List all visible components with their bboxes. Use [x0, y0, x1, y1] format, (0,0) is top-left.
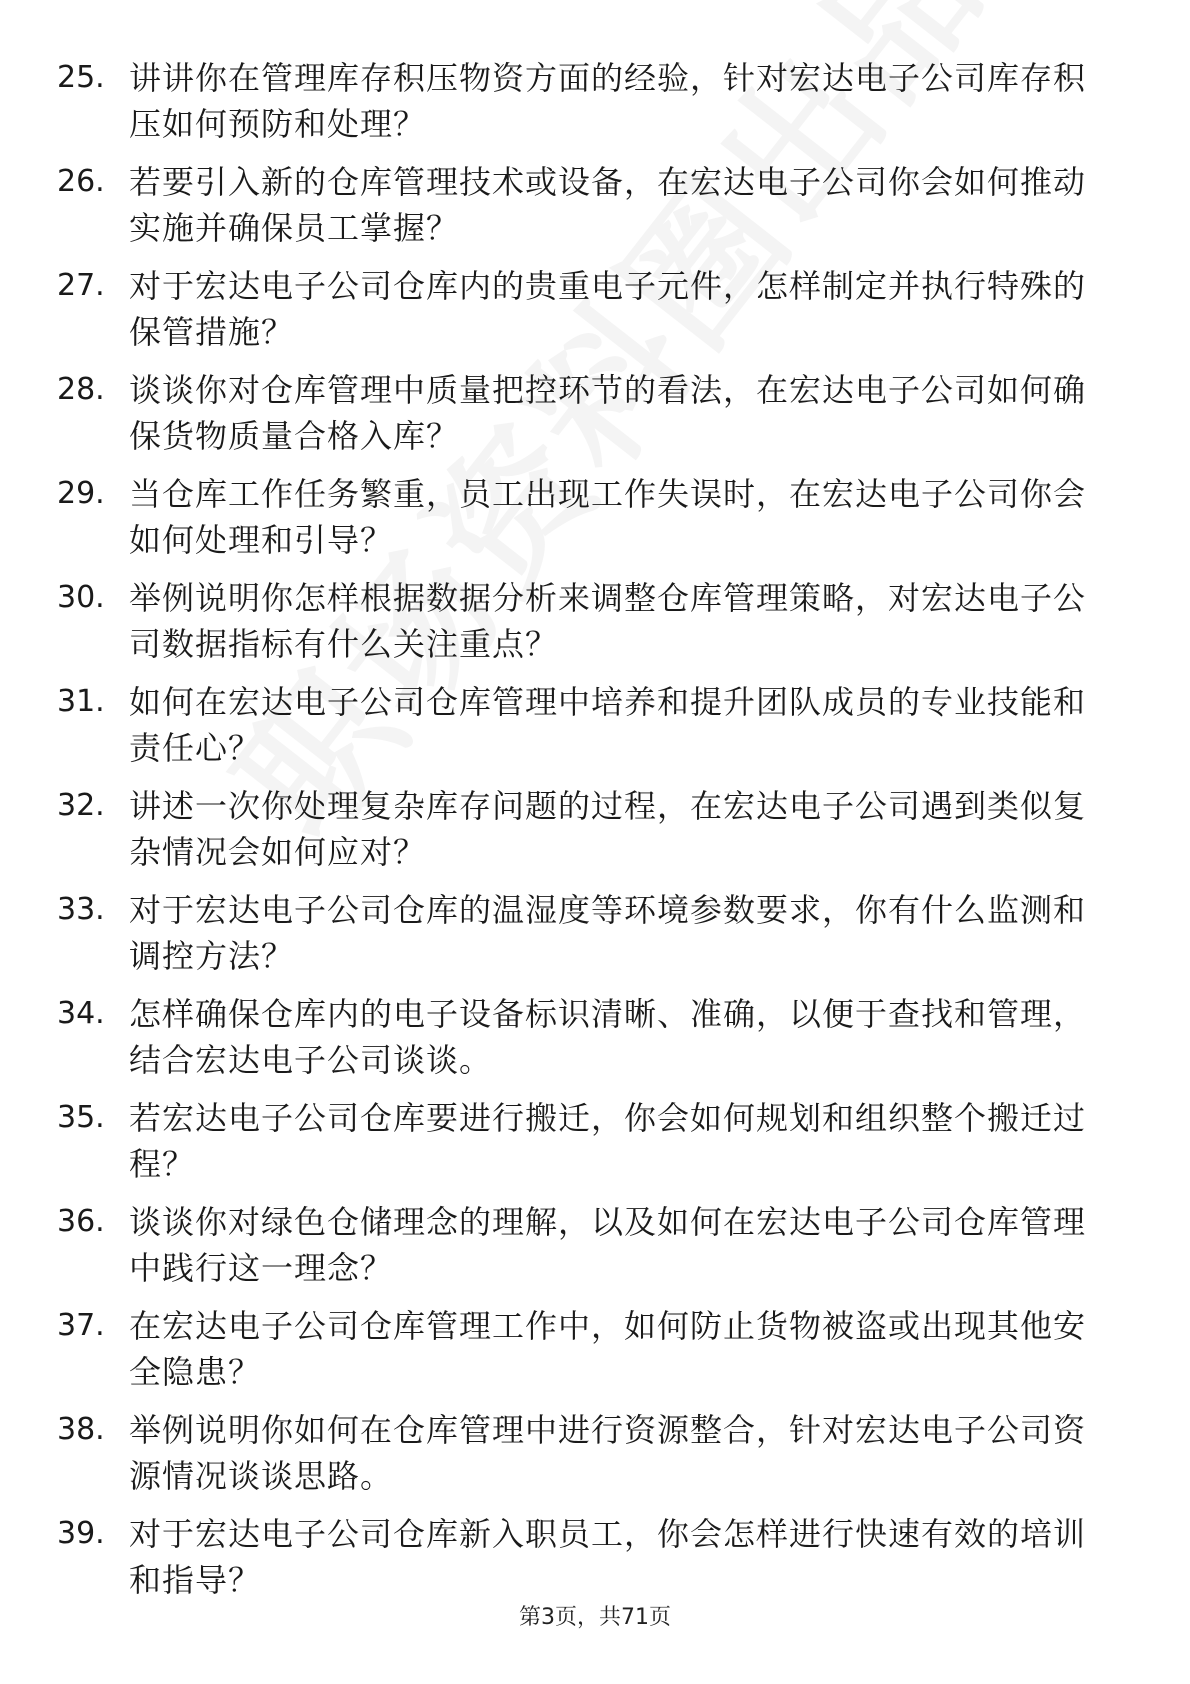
question-number: 35.	[57, 1100, 105, 1135]
question-number: 28.	[57, 372, 105, 407]
question-item	[57, 1199, 1137, 1303]
question-number: 34.	[57, 996, 105, 1031]
question-item	[57, 783, 1137, 887]
question-item	[57, 263, 1137, 367]
question-item	[57, 1095, 1137, 1199]
question-number: 37.	[57, 1308, 105, 1343]
question-number: 31.	[57, 684, 105, 719]
question-number: 38.	[57, 1412, 105, 1447]
question-text: 对于宏达电子公司仓库的温湿度等环境参数要求，你有什么监测和调控方法？	[129, 891, 1087, 975]
question-text: 若宏达电子公司仓库要进行搬迁，你会如何规划和组织整个搬迁过程？	[129, 1099, 1087, 1183]
question-item	[57, 991, 1137, 1095]
question-item	[57, 575, 1137, 679]
question-item	[57, 159, 1137, 263]
question-number: 30.	[57, 580, 105, 615]
question-text: 谈谈你对仓库管理中质量把控环节的看法，在宏达电子公司如何确保货物质量合格入库？	[129, 371, 1087, 455]
question-item	[57, 367, 1137, 471]
question-text: 在宏达电子公司仓库管理工作中，如何防止货物被盗或出现其他安全隐患？	[129, 1307, 1087, 1391]
question-number: 36.	[57, 1204, 105, 1239]
question-number: 39.	[57, 1516, 105, 1551]
question-text: 举例说明你如何在仓库管理中进行资源整合，针对宏达电子公司资源情况谈谈思路。	[129, 1411, 1087, 1495]
question-number: 32.	[57, 788, 105, 823]
question-number: 29.	[57, 476, 105, 511]
question-text: 讲讲你在管理库存积压物资方面的经验，针对宏达电子公司库存积压如何预防和处理？	[129, 59, 1087, 143]
question-text: 当仓库工作任务繁重，员工出现工作失误时，在宏达电子公司你会如何处理和引导？	[129, 475, 1087, 559]
question-item	[57, 1303, 1137, 1407]
page-number: 第3页，共71页	[519, 1605, 671, 1630]
question-text: 如何在宏达电子公司仓库管理中培养和提升团队成员的专业技能和责任心？	[129, 683, 1087, 767]
question-list	[57, 55, 1137, 1615]
question-text: 举例说明你怎样根据数据分析来调整仓库管理策略，对宏达电子公司数据指标有什么关注重点？	[129, 579, 1087, 663]
question-item	[57, 1407, 1137, 1511]
question-number: 33.	[57, 892, 105, 927]
question-text: 怎样确保仓库内的电子设备标识清晰、准确，以便于查找和管理，结合宏达电子公司谈谈。	[129, 995, 1087, 1079]
question-item	[57, 55, 1137, 159]
question-text: 讲述一次你处理复杂库存问题的过程，在宏达电子公司遇到类似复杂情况会如何应对？	[129, 787, 1087, 871]
question-number: 27.	[57, 268, 105, 303]
question-text: 谈谈你对绿色仓储理念的理解，以及如何在宏达电子公司仓库管理中践行这一理念？	[129, 1203, 1087, 1287]
question-text: 若要引入新的仓库管理技术或设备，在宏达电子公司你会如何推动实施并确保员工掌握？	[129, 163, 1087, 247]
question-item	[57, 679, 1137, 783]
question-text: 对于宏达电子公司仓库内的贵重电子元件，怎样制定并执行特殊的保管措施？	[129, 267, 1087, 351]
question-number: 26.	[57, 164, 105, 199]
question-number: 25.	[57, 60, 105, 95]
question-item	[57, 471, 1137, 575]
question-item	[57, 887, 1137, 991]
question-text: 对于宏达电子公司仓库新入职员工，你会怎样进行快速有效的培训和指导？	[129, 1515, 1087, 1599]
